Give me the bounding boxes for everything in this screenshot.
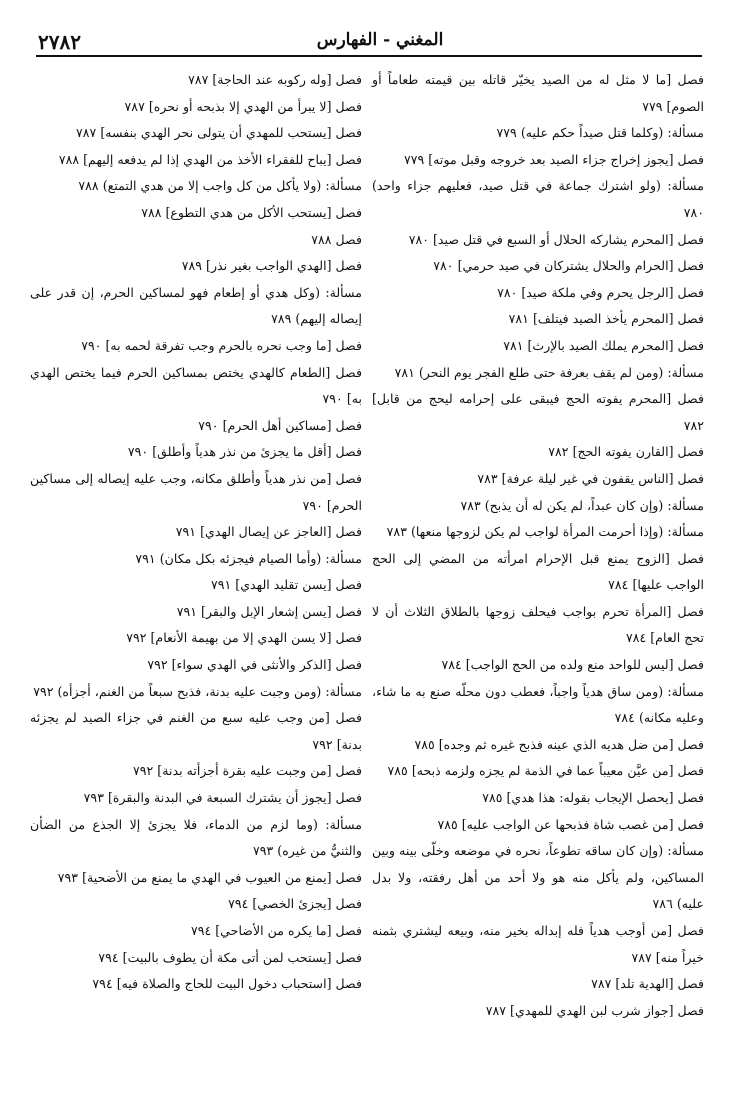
index-entry: فصل [الهدي الواجب بغير نذر] ٧٨٩ [181,258,362,274]
index-entry: فصل [المحرم يشاركه الحلال أو السبع في قتل صيد] ٧٨٠ [408,231,704,247]
index-entry: فصل [يجزئ الخصي] ٧٩٤ [228,896,362,912]
index-entry: فصل [الذكر والأنثى في الهدي سواء] ٧٩٢ [147,657,362,673]
index-entry: مسألة: (وإذا أحرمت المرأة لواجب لم يكن لزوجها منعها) ٧٨٣ [386,524,704,540]
index-entry: فصل [ليس للواحد منع ولده من الحج الواجب] ٧٨٤ [441,657,704,673]
index-entry: فصل [من ضل هديه الذي عينه فذبح غيره ثم وجده] ٧٨٥ [414,736,704,752]
index-entry: فصل [يستحب لمن أتى مكة أن يطوف بالبيت] ٧٩٤ [98,949,362,965]
index-entry: فصل [لا يبرأ من الهدي إلا بذبحه أو نحره] ٧٨٧ [124,98,362,114]
index-entry: فصل [الطعام كالهدي يختص بمساكين الحرم فيما يختص الهدي به] ٧٩٠ [30,364,362,407]
index-column-left [30,67,362,998]
index-entry: مسألة: (وإن كان ساقه تطوعاً، نحره في موضعه وخلّى بينه وبين المساكين، ولم يأكل منه هو ولا أحد من أهل رفقته، ولا بدل عليه) ٧٨٦ [372,843,704,912]
index-entry: مسألة: (وأما الصيام فيجزئه بكل مكان) ٧٩١ [135,550,362,566]
running-header: المغني - الفهارس [316,30,444,50]
index-entry: فصل [الرجل يحرم وفي ملكة صيد] ٧٨٠ [497,284,704,300]
index-entry: مسألة: (وكل هدي أو إطعام فهو لمساكين الحرم، إن قدر على إيصاله إليهم) ٧٨٩ [30,284,362,327]
index-entry: فصل [الزوج يمنع قبل الإحرام امرأته من المضي إلى الحج الواجب عليها] ٧٨٤ [372,550,704,593]
index-entry: فصل [الهدية تلد] ٧٨٧ [591,976,704,992]
index-entry: فصل [لا يسن الهدي إلا من بهيمة الأنعام] ٧٩٢ [126,630,362,646]
index-entry: فصل ٧٨٨ [311,231,362,247]
index-entry: مسألة: (وكلما قتل صيداً حكم عليه) ٧٧٩ [496,125,704,141]
index-entry: فصل [ما يكره من الأضاحي] ٧٩٤ [190,923,362,938]
index-entry: فصل [يجوز أن يشترك السبعة في البدنة والبقرة] ٧٩٣ [83,790,362,806]
index-entry: فصل [مساكين أهل الحرم] ٧٩٠ [198,417,362,433]
index-entry: فصل [يسن إشعار الإبل والبقر] ٧٩١ [176,603,362,619]
index-entry: فصل [يجوز إخراج جزاء الصيد بعد خروجه وقبل موته] ٧٧٩ [403,151,704,167]
header-rule [36,55,702,57]
index-entry: فصل [يستحب للمهدي أن يتولى نحر الهدي بنفسه] ٧٨٧ [76,125,362,141]
index-entry: فصل [يباح للفقراء الأخذ من الهدي إذا لم يدفعه إليهم] ٧٨٨ [58,151,362,167]
index-entry: فصل [ما وجب نحره بالحرم وجب تفرقة لحمه به] ٧٩٠ [81,337,362,353]
index-entry: فصل [المحرم يأخذ الصيد فيتلف] ٧٨١ [508,311,704,327]
index-entry: فصل [ما لا مثل له من الصيد يخيّر قاتله بين قيمته طعاماً أو الصوم] ٧٧٩ [372,72,704,114]
index-entry: فصل [أقل ما يجزئ من نذر هدياً وأطلق] ٧٩٠ [127,444,362,460]
index-entry: مسألة: (وما لزم من الدماء، فلا يجزئ إلا الجذع من الضأن والثنيُّ من غيره) ٧٩٣ [30,816,362,859]
index-entry: مسألة: (ومن ساق هدياً واجباً، فعطب دون محلّه صنع به ما شاء، وعليه مكانه) ٧٨٤ [372,683,704,726]
index-entry: فصل [من عيَّن معيباً عما في الذمة لم يجزه ولزمه ذبحه] ٧٨٥ [387,763,704,779]
index-entry: فصل [العاجز عن إيصال الهدي] ٧٩١ [175,524,362,540]
index-entry: فصل [يحصل الإيجاب بقوله: هذا هدي] ٧٨٥ [482,790,704,806]
index-entry: فصل [من غصب شاة فذبحها عن الواجب عليه] ٧٨٥ [437,816,704,832]
index-entry: مسألة: (ومن لم يقف بعرفة حتى طلع الفجر يوم النحر) ٧٨١ [394,364,704,380]
index-entry: فصل [الناس يقفون في غير ليلة عرفة] ٧٨٣ [477,470,704,486]
index-entry: مسألة: (ومن وجبت عليه بدنة، فذبح سبعاً من الغنم، أجزأه) ٧٩٢ [33,683,362,699]
index-entry: فصل [من نذر هدياً وأطلق مكانه، وجب عليه إيصاله إلى مساكين الحرم] ٧٩٠ [30,470,362,513]
index-entry: فصل [وله ركوبه عند الحاجة] ٧٨٧ [188,72,362,87]
index-entry: مسألة: (ولا يأكل من كل واجب إلا من هدي التمتع) ٧٨٨ [78,178,362,194]
index-entry: فصل [المرأة تحرم بواجب فيحلف زوجها بالطلاق الثلاث أن لا تحج العام] ٧٨٤ [372,603,704,646]
index-entry: فصل [من وجبت عليه بقرة أجزأته بدنة] ٧٩٢ [132,763,362,779]
index-entry: فصل [يمنع من العيوب في الهدي ما يمنع من الأضحية] ٧٩٣ [57,869,362,885]
index-entry: فصل [جواز شرب لبن الهدي للمهدي] ٧٨٧ [485,1002,704,1018]
index-entry: فصل [القارن يفوته الحج] ٧٨٢ [548,444,704,460]
index-entry: فصل [استحباب دخول البيت للحاج والصلاة فيه] ٧٩٤ [92,976,362,992]
index-entry: مسألة: (ولو اشترك جماعة في قتل صيد، فعليهم جزاء واحد) ٧٨٠ [372,178,704,220]
index-entry: فصل [من أوجب هدياً فله إبداله بخير منه، وبيعه ليشتري بثمنه خيراً منه] ٧٨٧ [372,923,704,965]
index-entry: فصل [يستحب الأكل من هدي التطوع] ٧٨٨ [141,204,362,220]
index-column-right [372,67,704,1024]
index-entry: فصل [من وجب عليه سبع من الغنم في جزاء الصيد لم يجزئه بدنة] ٧٩٢ [30,710,362,752]
index-entry: فصل [المحرم يملك الصيد بالإرث] ٧٨١ [503,337,704,353]
page-number: ٢٧٨٢ [38,30,81,54]
index-entry: فصل [الحرام والحلال يشتركان في صيد حرمي] ٧٨٠ [433,258,704,274]
index-entry: مسألة: (وإن كان عبداً، لم يكن له أن يذبح) ٧٨٣ [460,497,704,513]
index-entry: فصل [يسن تقليد الهدي] ٧٩١ [210,577,362,593]
index-entry: فصل [المحرم يفوته الحج فيبقى على إحرامه ليحج من قابل] ٧٨٢ [372,391,704,433]
